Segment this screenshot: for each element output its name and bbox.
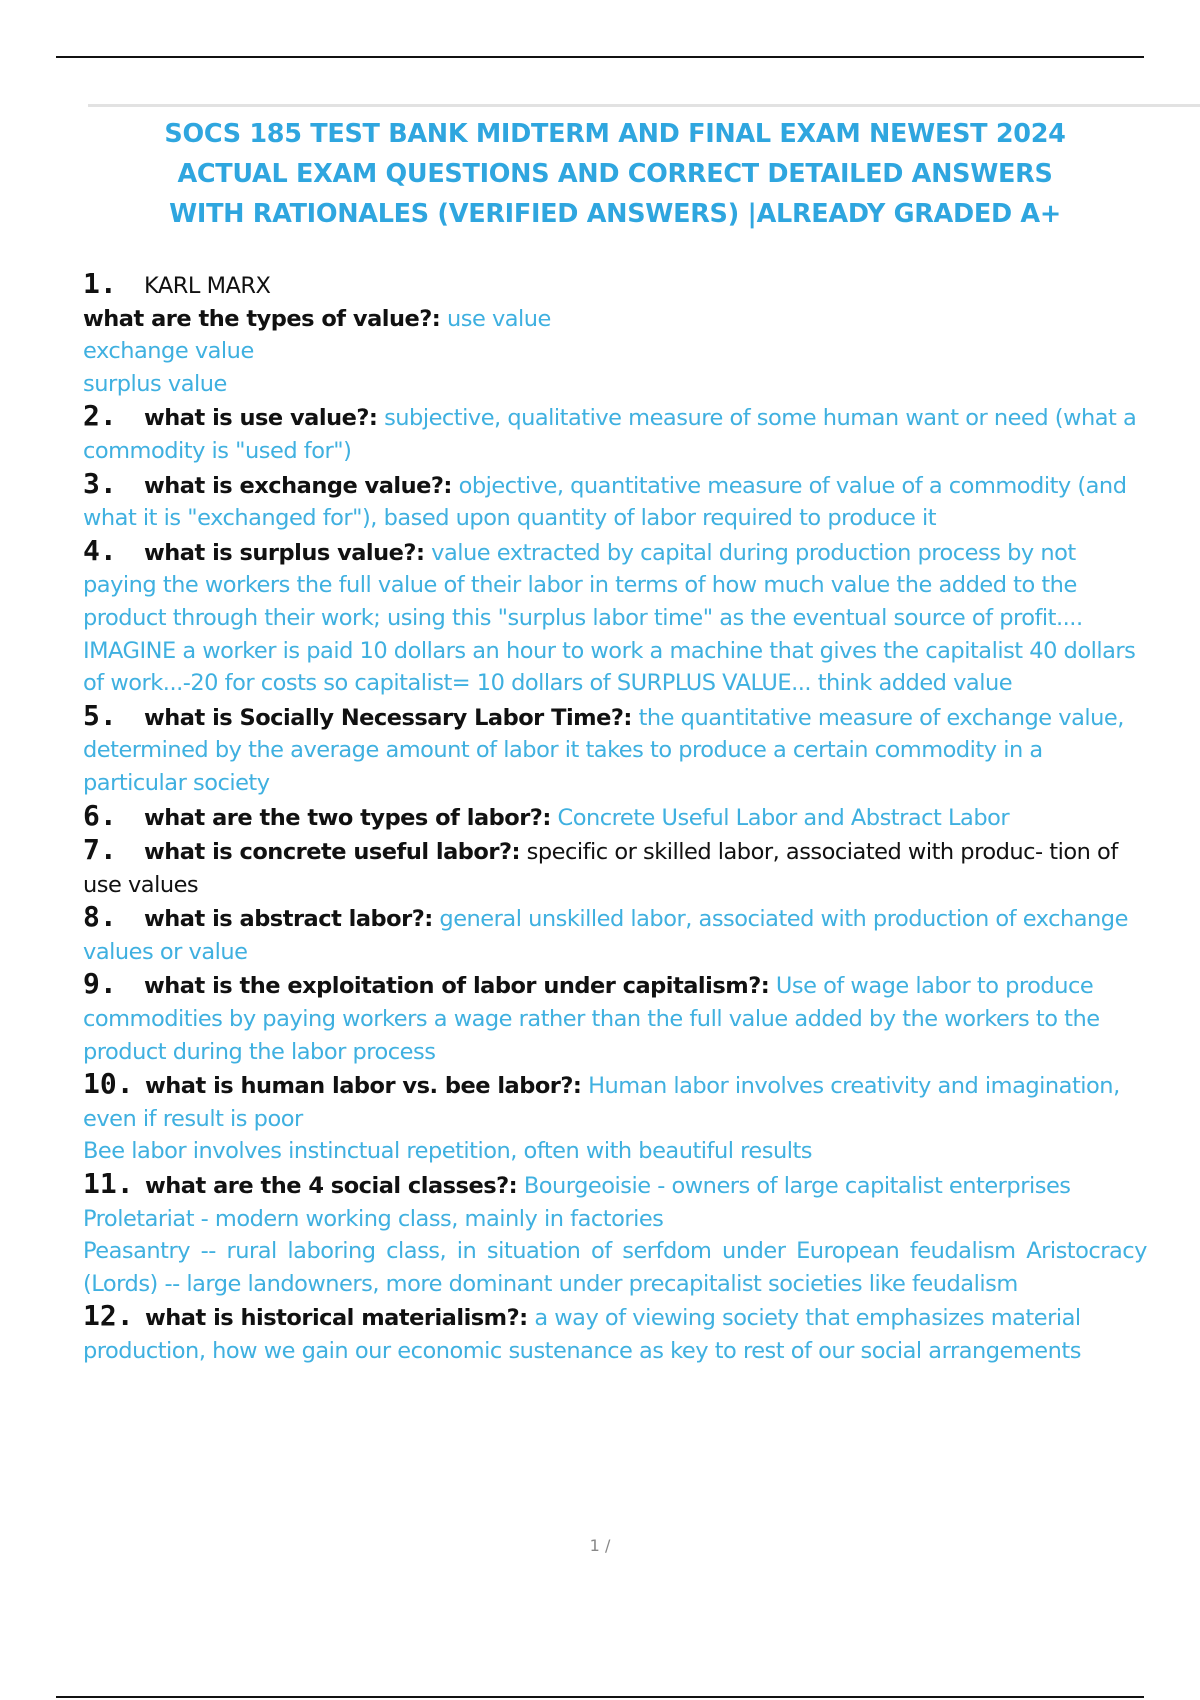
question: what is human labor vs. bee labor?: <box>145 1073 582 1100</box>
document-title <box>90 114 1140 234</box>
title-line: WITH RATIONALES (VERIFIED ANSWERS) |ALREADY GRADED A+ <box>169 199 1061 229</box>
question: what is abstract labor?: <box>144 906 433 933</box>
answer: exchange value <box>83 338 254 365</box>
list-item <box>83 901 1147 968</box>
answer: Concrete Useful Labor and Abstract Labor <box>557 804 1010 831</box>
list-item <box>83 303 1147 401</box>
item-number: 7. <box>83 833 117 867</box>
item-number: 12. <box>83 1299 134 1333</box>
question: what are the 4 social classes?: <box>145 1173 518 1200</box>
bottom-rule <box>56 1696 1144 1698</box>
section-title: KARL MARX <box>144 273 271 299</box>
item-number: 11. <box>83 1167 134 1201</box>
question: what is the exploitation of labor under capitalism?: <box>144 973 770 1000</box>
question: what is concrete useful labor?: <box>144 839 520 866</box>
list-item <box>83 1300 1147 1367</box>
item-number: 8. <box>83 900 117 934</box>
answer: a way of viewing society that emphasizes material production, how we gain our economic sustenance as key to rest of our social arrangements <box>83 1305 1081 1364</box>
item-number: 4. <box>83 533 117 567</box>
answer: Human labor involves creativity and imagination, even if result is poor <box>83 1073 1120 1132</box>
title-line: SOCS 185 TEST BANK MIDTERM AND FINAL EXAM NEWEST 2024 <box>164 119 1066 149</box>
title-separator <box>88 104 1200 107</box>
item-number: 2. <box>83 399 117 433</box>
item-number: 9. <box>83 967 117 1001</box>
top-rule <box>56 56 1144 58</box>
answer: Proletariat - modern working class, mainly in factories <box>83 1205 664 1232</box>
question: what is surplus value?: <box>144 539 425 566</box>
list-item <box>83 700 1147 800</box>
section-header <box>83 268 1147 303</box>
answer: Peasantry -- rural laboring class, in situation of serfdom under European feudalism Aristocracy (Lords) -- large landowners, more dominant under precapitalist societies like feudalism <box>83 1238 1147 1297</box>
answer: value extracted by capital during production process by not paying the workers the full value of their labor in terms of how much value the added to the product through their work; using this "surplus labor time" as the eventual source of profit.... IMAGINE a worker is paid 10 dollars an hour to work a machine that gives the capitalist 40 dollars of work...-20 for costs so capitalist= 10 dollars of SURPLUS VALUE... think added value <box>83 539 1136 697</box>
question: what is historical materialism?: <box>145 1305 528 1332</box>
list-item <box>83 400 1147 467</box>
item-number: 10. <box>83 1067 134 1101</box>
answer: Bee labor involves instinctual repetition, often with beautiful results <box>83 1138 813 1165</box>
question: what is exchange value?: <box>144 472 452 499</box>
question: what are the types of value?: <box>83 305 441 332</box>
question: what is Socially Necessary Labor Time?: <box>144 704 632 731</box>
list-item <box>83 968 1147 1068</box>
list-item <box>83 1068 1147 1168</box>
answer: subjective, qualitative measure of some human want or need (what a commodity is "used for") <box>83 405 1137 464</box>
list-item <box>83 1168 1147 1300</box>
qa-list <box>83 268 1147 1368</box>
item-number: 3. <box>83 466 117 500</box>
title-line: ACTUAL EXAM QUESTIONS AND CORRECT DETAILED ANSWERS <box>177 159 1053 189</box>
question: what are the two types of labor?: <box>144 804 551 831</box>
item-number: 1. <box>83 267 117 300</box>
item-number: 6. <box>83 798 117 832</box>
answer: specific or skilled labor, associated with produc- tion of use values <box>83 839 1118 898</box>
answer: general unskilled labor, associated with production of exchange values or value <box>83 906 1128 965</box>
list-item <box>83 800 1147 835</box>
page-number: 1 / <box>589 1536 611 1555</box>
list-item <box>83 468 1147 535</box>
list-item <box>83 535 1147 700</box>
list-item <box>83 834 1147 901</box>
answer: use value <box>446 305 551 332</box>
answer: the quantitative measure of exchange value, determined by the average amount of labor it takes to produce a certain commodity in a particular society <box>83 704 1124 796</box>
item-number: 5. <box>83 698 117 732</box>
answer: objective, quantitative measure of value of a commodity (and what it is "exchanged for"), based upon quantity of labor required to produce it <box>83 472 1127 532</box>
answer: surplus value <box>83 370 227 397</box>
answer: Bourgeoisie - owners of large capitalist enterprises <box>523 1173 1071 1200</box>
answer: Use of wage labor to produce commodities by paying workers a wage rather than the full value added by the workers to the product during the labor process <box>83 973 1100 1065</box>
question: what is use value?: <box>144 405 378 432</box>
